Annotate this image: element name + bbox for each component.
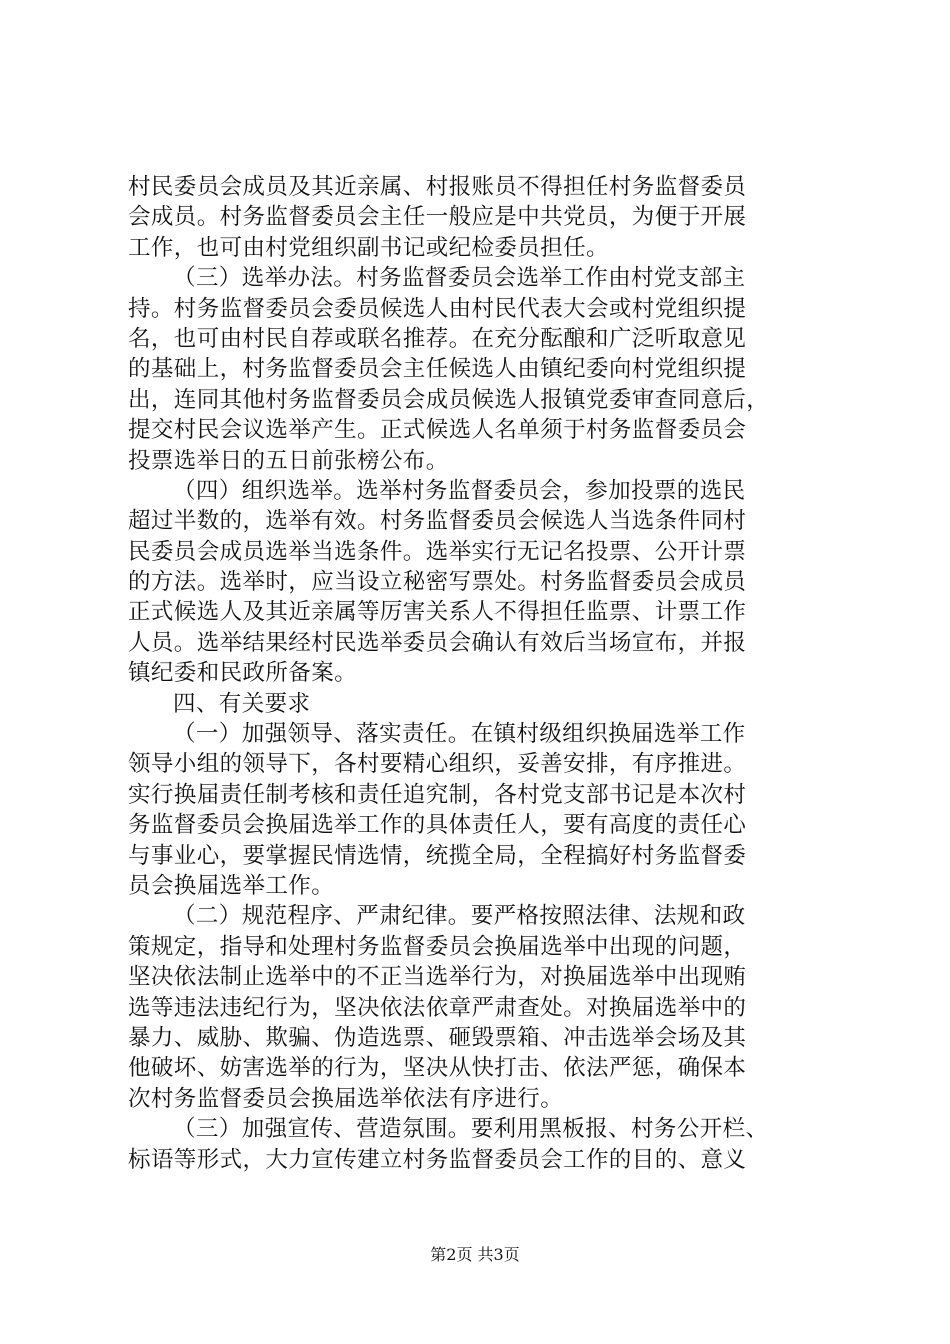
text-line: 工作，也可由村党组织副书记或纪检委员担任。 — [128, 234, 609, 261]
text-line: 的方法。选举时，应当设立秘密写票处。村务监督委员会成员 — [128, 569, 747, 596]
text-line: 实行换届责任制考核和责任追究制，各村党支部书记是本次村 — [128, 781, 747, 808]
section-heading: 四、有关要求 — [173, 690, 311, 717]
text-line: 持。村务监督委员会委员候选人由村民代表大会或村党组织提 — [128, 295, 747, 322]
text-line: （三）选举办法。村务监督委员会选举工作由村党支部主 — [173, 265, 746, 292]
text-line: 投票选举日的五日前张榜公布。 — [128, 447, 449, 474]
text-line: 他破坏、妨害选举的行为，坚决从快打击、依法严惩，确保本 — [128, 1055, 747, 1082]
text-line: 超过半数的，选举有效。村务监督委员会候选人当选条件同村 — [128, 508, 747, 535]
text-line: （一）加强领导、落实责任。在镇村级组织换届选举工作 — [173, 721, 746, 748]
text-line: 村民委员会成员及其近亲属、村报账员不得担任村务监督委员 — [128, 174, 747, 200]
text-line: （二）规范程序、严肃纪律。要严格按照法律、法规和政 — [173, 903, 746, 930]
text-line: 提交村民会议选举产生。正式候选人名单须于村务监督委员会 — [128, 417, 747, 444]
text-line: 标语等形式，大力宣传建立村务监督委员会工作的目的、意义 — [128, 1146, 747, 1173]
text-line: 暴力、威胁、欺骗、伪造选票、砸毁票箱、冲击选举会场及其 — [128, 1024, 747, 1051]
page-number-footer: 第2页 共3页 — [430, 1245, 520, 1264]
document-body — [128, 172, 838, 1175]
text-line: 务监督委员会换届选举工作的具体责任人，要有高度的责任心 — [128, 812, 747, 839]
text-line: 领导小组的领导下，各村要精心组织，妥善安排，有序推进。 — [128, 751, 747, 778]
text-line: 正式候选人及其近亲属等厉害关系人不得担任监票、计票工作 — [128, 599, 747, 626]
text-line: （四）组织选举。选举村务监督委员会，参加投票的选民 — [173, 477, 746, 504]
text-line: 民委员会成员选举当选条件。选举实行无记名投票、公开计票 — [128, 538, 747, 565]
text-line: 名，也可由村民自荐或联名推荐。在充分酝酿和广泛听取意见 — [128, 325, 747, 352]
text-line: 策规定，指导和处理村务监督委员会换届选举中出现的问题， — [128, 933, 747, 960]
text-line: 选等违法违纪行为，坚决依法依章严肃查处。对换届选举中的 — [128, 994, 747, 1021]
text-line: 坚决依法制止选举中的不正当选举行为，对换届选举中出现贿 — [128, 964, 747, 991]
text-line: （三）加强宣传、营造氛围。要利用黑板报、村务公开栏、 — [173, 1116, 769, 1143]
text-line: 员会换届选举工作。 — [128, 872, 335, 899]
text-line: 与事业心，要掌握民情选情，统揽全局，全程搞好村务监督委 — [128, 842, 747, 869]
text-line: 镇纪委和民政所备案。 — [128, 660, 358, 687]
text-line: 的基础上，村务监督委员会主任候选人由镇纪委向村党组织提 — [128, 356, 747, 383]
text-line: 人员。选举结果经村民选举委员会确认有效后当场宣布，并报 — [128, 629, 747, 656]
text-line: 会成员。村务监督委员会主任一般应是中共党员，为便于开展 — [128, 204, 747, 231]
text-line: 次村务监督委员会换届选举依法有序进行。 — [128, 1085, 564, 1112]
text-line: 出，连同其他村务监督委员会成员候选人报镇党委审查同意后， — [128, 386, 770, 413]
